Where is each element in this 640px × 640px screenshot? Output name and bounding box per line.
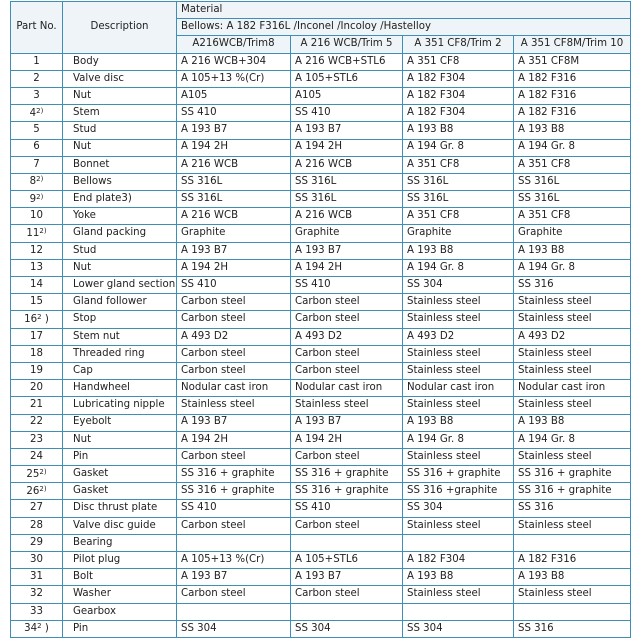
description-cell: End plate3) bbox=[63, 191, 177, 208]
part-number-cell bbox=[11, 87, 63, 104]
material-trim8-cell: Carbon steel bbox=[177, 311, 291, 328]
part-number-cell bbox=[11, 242, 63, 259]
description-cell: Yoke bbox=[63, 208, 177, 225]
table-row bbox=[11, 466, 631, 483]
material-trim10-cell: A 182 F316 bbox=[514, 552, 631, 569]
material-trim8-cell: SS 316 + graphite bbox=[177, 466, 291, 483]
description-cell: Disc thrust plate bbox=[63, 500, 177, 517]
material-trim2-cell: A 351 CF8 bbox=[403, 208, 514, 225]
table-row bbox=[11, 328, 631, 345]
material-trim5-cell: Graphite bbox=[291, 225, 403, 242]
material-trim5-cell: Carbon steel bbox=[291, 345, 403, 362]
material-trim8-cell: SS 304 bbox=[177, 620, 291, 637]
material-trim2-cell: Graphite bbox=[403, 225, 514, 242]
part-number: 28 bbox=[30, 519, 43, 531]
description-cell: Gearbox bbox=[63, 603, 177, 620]
part-number: 5 bbox=[33, 124, 40, 136]
part-number: 16 bbox=[24, 313, 38, 325]
material-trim10-cell: Stainless steel bbox=[514, 586, 631, 603]
part-number-cell bbox=[11, 466, 63, 483]
material-trim5-cell: Carbon steel bbox=[291, 586, 403, 603]
material-trim5-cell: SS 316L bbox=[291, 191, 403, 208]
part-number-cell bbox=[11, 328, 63, 345]
material-trim10-cell: Stainless steel bbox=[514, 517, 631, 534]
material-trim8-cell: SS 410 bbox=[177, 500, 291, 517]
material-trim2-cell: A 182 F304 bbox=[403, 552, 514, 569]
header-grade-trim8: A216WCB/Trim8 bbox=[177, 36, 291, 53]
material-trim5-cell: SS 316 + graphite bbox=[291, 466, 403, 483]
material-trim5-cell bbox=[291, 603, 403, 620]
material-trim10-cell: SS 316 bbox=[514, 620, 631, 637]
table-row bbox=[11, 552, 631, 569]
material-trim8-cell: Carbon steel bbox=[177, 294, 291, 311]
material-trim10-cell: A 194 Gr. 8 bbox=[514, 431, 631, 448]
material-trim8-cell: A105 bbox=[177, 87, 291, 104]
material-trim8-cell: A 216 WCB bbox=[177, 156, 291, 173]
material-trim10-cell: Stainless steel bbox=[514, 362, 631, 379]
material-trim5-cell: A105 bbox=[291, 87, 403, 104]
part-number: 33 bbox=[30, 605, 43, 617]
description-cell: Pin bbox=[63, 448, 177, 465]
table-row bbox=[11, 53, 631, 70]
table-row bbox=[11, 380, 631, 397]
material-trim10-cell: Stainless steel bbox=[514, 448, 631, 465]
material-trim8-cell: A 105+13 %(Cr) bbox=[177, 70, 291, 87]
table-row bbox=[11, 259, 631, 276]
material-trim8-cell: SS 410 bbox=[177, 277, 291, 294]
material-trim10-cell: Graphite bbox=[514, 225, 631, 242]
part-number: 23 bbox=[30, 433, 43, 445]
part-number-cell bbox=[11, 277, 63, 294]
table-row bbox=[11, 225, 631, 242]
footnote-marker: 2) bbox=[36, 192, 44, 201]
material-trim5-cell: A 194 2H bbox=[291, 139, 403, 156]
material-trim10-cell: A 351 CF8 bbox=[514, 208, 631, 225]
material-trim8-cell: A 193 B7 bbox=[177, 122, 291, 139]
material-trim2-cell: A 182 F304 bbox=[403, 87, 514, 104]
description-cell: Bolt bbox=[63, 569, 177, 586]
table-row bbox=[11, 414, 631, 431]
part-number: 10 bbox=[30, 210, 43, 222]
footnote-marker: 2) bbox=[39, 467, 47, 476]
part-number-cell bbox=[11, 225, 63, 242]
footnote-marker: 2 bbox=[37, 312, 42, 321]
material-trim10-cell: Stainless steel bbox=[514, 311, 631, 328]
footnote-paren: ) bbox=[41, 623, 49, 635]
part-number-cell bbox=[11, 431, 63, 448]
material-trim2-cell: A 193 B8 bbox=[403, 122, 514, 139]
material-trim5-cell: Carbon steel bbox=[291, 448, 403, 465]
material-trim2-cell: Stainless steel bbox=[403, 294, 514, 311]
material-trim8-cell: SS 316L bbox=[177, 173, 291, 190]
description-cell: Gland packing bbox=[63, 225, 177, 242]
part-number: 19 bbox=[30, 364, 43, 376]
header-part-no: Part No. bbox=[11, 2, 63, 54]
part-number-cell bbox=[11, 534, 63, 551]
material-trim8-cell: A 193 B7 bbox=[177, 569, 291, 586]
header-grade-trim2: A 351 CF8/Trim 2 bbox=[403, 36, 514, 53]
description-cell: Stem bbox=[63, 105, 177, 122]
material-trim10-cell: A 182 F316 bbox=[514, 87, 631, 104]
material-trim2-cell: A 194 Gr. 8 bbox=[403, 139, 514, 156]
table-row bbox=[11, 173, 631, 190]
material-trim2-cell: A 193 B8 bbox=[403, 569, 514, 586]
part-number: 32 bbox=[30, 588, 43, 600]
material-trim10-cell: A 182 F316 bbox=[514, 70, 631, 87]
part-number: 8 bbox=[29, 176, 37, 188]
material-trim10-cell: SS 316 bbox=[514, 500, 631, 517]
description-cell: Body bbox=[63, 53, 177, 70]
table-row bbox=[11, 208, 631, 225]
material-trim8-cell: Stainless steel bbox=[177, 397, 291, 414]
material-trim5-cell: Carbon steel bbox=[291, 362, 403, 379]
material-trim8-cell: A 493 D2 bbox=[177, 328, 291, 345]
material-trim8-cell: A 105+13 %(Cr) bbox=[177, 552, 291, 569]
material-trim10-cell: A 193 B8 bbox=[514, 242, 631, 259]
material-trim2-cell: Stainless steel bbox=[403, 362, 514, 379]
footnote-marker: 2) bbox=[36, 106, 44, 115]
footnote-marker: 2) bbox=[39, 484, 47, 493]
header-bellows: Bellows: A 182 F316L /Inconel /Incoloy /Hastelloy bbox=[177, 19, 631, 36]
material-trim2-cell: A 351 CF8 bbox=[403, 53, 514, 70]
part-number-cell bbox=[11, 105, 63, 122]
table-row bbox=[11, 620, 631, 637]
material-trim10-cell: A 182 F316 bbox=[514, 105, 631, 122]
header-row-material bbox=[11, 2, 631, 19]
material-trim8-cell: A 194 2H bbox=[177, 431, 291, 448]
material-trim5-cell: SS 410 bbox=[291, 277, 403, 294]
table-row bbox=[11, 586, 631, 603]
description-cell: Bellows bbox=[63, 173, 177, 190]
table-row bbox=[11, 311, 631, 328]
material-trim8-cell bbox=[177, 534, 291, 551]
description-cell: Stem nut bbox=[63, 328, 177, 345]
material-trim10-cell: Nodular cast iron bbox=[514, 380, 631, 397]
material-trim10-cell: SS 316 + graphite bbox=[514, 466, 631, 483]
table-row bbox=[11, 191, 631, 208]
material-trim2-cell: Stainless steel bbox=[403, 345, 514, 362]
description-cell: Pilot plug bbox=[63, 552, 177, 569]
material-trim2-cell: Stainless steel bbox=[403, 586, 514, 603]
table-row bbox=[11, 603, 631, 620]
material-trim5-cell: A 216 WCB bbox=[291, 156, 403, 173]
description-cell: Washer bbox=[63, 586, 177, 603]
material-trim2-cell bbox=[403, 603, 514, 620]
description-cell: Stud bbox=[63, 122, 177, 139]
material-trim2-cell: A 182 F304 bbox=[403, 105, 514, 122]
description-cell: Eyebolt bbox=[63, 414, 177, 431]
material-trim10-cell: A 194 Gr. 8 bbox=[514, 259, 631, 276]
footnote-marker: 2 bbox=[37, 622, 42, 631]
part-number: 26 bbox=[26, 485, 40, 497]
header-grade-trim10: A 351 CF8M/Trim 10 bbox=[514, 36, 631, 53]
material-trim8-cell: A 216 WCB+304 bbox=[177, 53, 291, 70]
part-number-cell bbox=[11, 620, 63, 637]
footnote-marker: 2) bbox=[36, 175, 44, 184]
part-number-cell bbox=[11, 294, 63, 311]
part-number: 21 bbox=[30, 399, 43, 411]
part-number-cell bbox=[11, 139, 63, 156]
table-row bbox=[11, 534, 631, 551]
part-number-cell bbox=[11, 517, 63, 534]
material-trim8-cell: Carbon steel bbox=[177, 586, 291, 603]
part-number: 17 bbox=[30, 330, 43, 342]
part-number-cell bbox=[11, 362, 63, 379]
material-trim2-cell: SS 316 + graphite bbox=[403, 466, 514, 483]
footnote-paren: ) bbox=[41, 313, 49, 325]
material-trim2-cell: SS 316 +graphite bbox=[403, 483, 514, 500]
part-number-cell bbox=[11, 586, 63, 603]
part-number-cell bbox=[11, 500, 63, 517]
material-trim5-cell: Nodular cast iron bbox=[291, 380, 403, 397]
description-cell: Lower gland section bbox=[63, 277, 177, 294]
material-trim10-cell: Stainless steel bbox=[514, 345, 631, 362]
part-number-cell bbox=[11, 259, 63, 276]
material-trim10-cell: Stainless steel bbox=[514, 294, 631, 311]
description-cell: Stud bbox=[63, 242, 177, 259]
material-trim8-cell: SS 316 + graphite bbox=[177, 483, 291, 500]
description-cell: Nut bbox=[63, 431, 177, 448]
part-number-cell bbox=[11, 397, 63, 414]
material-trim10-cell: A 193 B8 bbox=[514, 414, 631, 431]
material-trim8-cell: Graphite bbox=[177, 225, 291, 242]
part-number: 22 bbox=[30, 416, 43, 428]
part-number-cell bbox=[11, 122, 63, 139]
part-number-cell bbox=[11, 448, 63, 465]
table-row bbox=[11, 139, 631, 156]
description-cell: Cap bbox=[63, 362, 177, 379]
material-trim10-cell: SS 316L bbox=[514, 191, 631, 208]
material-trim2-cell: A 193 B8 bbox=[403, 414, 514, 431]
table-row bbox=[11, 569, 631, 586]
part-number-cell bbox=[11, 483, 63, 500]
part-number: 11 bbox=[26, 227, 40, 239]
header-description: Description bbox=[63, 2, 177, 54]
table-row bbox=[11, 448, 631, 465]
part-number-cell bbox=[11, 173, 63, 190]
table-row bbox=[11, 156, 631, 173]
part-number-cell bbox=[11, 191, 63, 208]
table-row bbox=[11, 431, 631, 448]
table-row bbox=[11, 345, 631, 362]
material-trim2-cell: Stainless steel bbox=[403, 448, 514, 465]
material-trim5-cell: A 216 WCB bbox=[291, 208, 403, 225]
description-cell: Bonnet bbox=[63, 156, 177, 173]
material-trim5-cell: A 493 D2 bbox=[291, 328, 403, 345]
material-trim8-cell: Carbon steel bbox=[177, 517, 291, 534]
table-row bbox=[11, 87, 631, 104]
material-trim5-cell: A 193 B7 bbox=[291, 242, 403, 259]
table-row bbox=[11, 242, 631, 259]
material-trim8-cell: A 194 2H bbox=[177, 259, 291, 276]
description-cell: Bearing bbox=[63, 534, 177, 551]
material-trim10-cell: A 193 B8 bbox=[514, 122, 631, 139]
description-cell: Nut bbox=[63, 139, 177, 156]
table-row bbox=[11, 294, 631, 311]
material-trim2-cell: Nodular cast iron bbox=[403, 380, 514, 397]
material-trim2-cell: A 182 F304 bbox=[403, 70, 514, 87]
part-number-cell bbox=[11, 208, 63, 225]
material-trim5-cell: A 194 2H bbox=[291, 431, 403, 448]
material-trim5-cell: SS 410 bbox=[291, 105, 403, 122]
footnote-marker: 2) bbox=[39, 226, 47, 235]
material-trim10-cell: A 194 Gr. 8 bbox=[514, 139, 631, 156]
material-trim5-cell: A 105+STL6 bbox=[291, 552, 403, 569]
material-trim2-cell: A 193 B8 bbox=[403, 242, 514, 259]
material-trim5-cell: Carbon steel bbox=[291, 294, 403, 311]
description-cell: Threaded ring bbox=[63, 345, 177, 362]
material-trim8-cell: A 193 B7 bbox=[177, 414, 291, 431]
part-number: 20 bbox=[30, 382, 43, 394]
material-trim5-cell: A 193 B7 bbox=[291, 122, 403, 139]
material-trim2-cell: Stainless steel bbox=[403, 311, 514, 328]
material-trim5-cell: A 193 B7 bbox=[291, 569, 403, 586]
part-number: 9 bbox=[29, 193, 37, 205]
part-number-cell bbox=[11, 414, 63, 431]
table-row bbox=[11, 277, 631, 294]
material-trim10-cell: A 493 D2 bbox=[514, 328, 631, 345]
material-trim5-cell: SS 410 bbox=[291, 500, 403, 517]
part-number: 4 bbox=[29, 107, 37, 119]
material-trim2-cell: Stainless steel bbox=[403, 397, 514, 414]
description-cell: Valve disc bbox=[63, 70, 177, 87]
material-trim5-cell: A 193 B7 bbox=[291, 414, 403, 431]
material-trim10-cell: SS 316 + graphite bbox=[514, 483, 631, 500]
material-trim8-cell: A 193 B7 bbox=[177, 242, 291, 259]
description-cell: Nut bbox=[63, 259, 177, 276]
description-cell: Nut bbox=[63, 87, 177, 104]
description-cell: Stop bbox=[63, 311, 177, 328]
material-trim5-cell: SS 316L bbox=[291, 173, 403, 190]
part-number: 27 bbox=[30, 502, 43, 514]
part-number: 24 bbox=[30, 450, 43, 462]
material-trim2-cell: SS 304 bbox=[403, 620, 514, 637]
part-number: 25 bbox=[26, 468, 40, 480]
material-trim2-cell bbox=[403, 534, 514, 551]
part-number: 34 bbox=[24, 623, 38, 635]
material-trim2-cell: Stainless steel bbox=[403, 517, 514, 534]
description-cell: Valve disc guide bbox=[63, 517, 177, 534]
table-row bbox=[11, 517, 631, 534]
material-trim5-cell: A 216 WCB+STL6 bbox=[291, 53, 403, 70]
materials-table bbox=[10, 1, 631, 638]
table-row bbox=[11, 500, 631, 517]
part-number: 14 bbox=[30, 278, 43, 290]
material-trim5-cell: A 105+STL6 bbox=[291, 70, 403, 87]
material-trim10-cell bbox=[514, 534, 631, 551]
material-trim8-cell: Nodular cast iron bbox=[177, 380, 291, 397]
material-trim5-cell: SS 304 bbox=[291, 620, 403, 637]
table-body bbox=[11, 53, 631, 637]
description-cell: Handwheel bbox=[63, 380, 177, 397]
part-number: 3 bbox=[33, 89, 40, 101]
part-number: 29 bbox=[30, 536, 43, 548]
part-number-cell bbox=[11, 156, 63, 173]
description-cell: Lubricating nipple bbox=[63, 397, 177, 414]
table-row bbox=[11, 483, 631, 500]
part-number-cell bbox=[11, 603, 63, 620]
material-trim2-cell: SS 304 bbox=[403, 277, 514, 294]
part-number: 12 bbox=[30, 244, 43, 256]
part-number-cell bbox=[11, 70, 63, 87]
material-trim8-cell: SS 316L bbox=[177, 191, 291, 208]
part-number: 7 bbox=[33, 158, 40, 170]
material-trim8-cell: Carbon steel bbox=[177, 345, 291, 362]
part-number-cell bbox=[11, 552, 63, 569]
part-number-cell bbox=[11, 345, 63, 362]
part-number: 2 bbox=[33, 72, 40, 84]
part-number: 6 bbox=[33, 141, 40, 153]
part-number: 18 bbox=[30, 347, 43, 359]
material-trim2-cell: A 194 Gr. 8 bbox=[403, 431, 514, 448]
material-trim8-cell: Carbon steel bbox=[177, 362, 291, 379]
material-trim2-cell: A 194 Gr. 8 bbox=[403, 259, 514, 276]
material-trim5-cell: A 194 2H bbox=[291, 259, 403, 276]
material-trim10-cell: SS 316 bbox=[514, 277, 631, 294]
table-row bbox=[11, 70, 631, 87]
material-trim5-cell bbox=[291, 534, 403, 551]
description-cell: Pin bbox=[63, 620, 177, 637]
material-trim8-cell: Carbon steel bbox=[177, 448, 291, 465]
material-trim10-cell: A 351 CF8 bbox=[514, 156, 631, 173]
table-row bbox=[11, 105, 631, 122]
material-trim10-cell bbox=[514, 603, 631, 620]
material-trim10-cell: A 193 B8 bbox=[514, 569, 631, 586]
table-row bbox=[11, 397, 631, 414]
part-number: 15 bbox=[30, 296, 43, 308]
material-trim2-cell: A 493 D2 bbox=[403, 328, 514, 345]
material-trim2-cell: A 351 CF8 bbox=[403, 156, 514, 173]
description-cell: Gasket bbox=[63, 466, 177, 483]
material-trim8-cell: SS 410 bbox=[177, 105, 291, 122]
part-number: 13 bbox=[30, 261, 43, 273]
part-number: 1 bbox=[33, 55, 40, 67]
part-number: 31 bbox=[30, 571, 43, 583]
table-row bbox=[11, 122, 631, 139]
material-trim2-cell: SS 304 bbox=[403, 500, 514, 517]
part-number-cell bbox=[11, 380, 63, 397]
material-trim5-cell: Carbon steel bbox=[291, 311, 403, 328]
part-number-cell bbox=[11, 311, 63, 328]
material-trim2-cell: SS 316L bbox=[403, 191, 514, 208]
part-number-cell bbox=[11, 569, 63, 586]
material-trim8-cell: A 216 WCB bbox=[177, 208, 291, 225]
material-trim5-cell: Stainless steel bbox=[291, 397, 403, 414]
description-cell: Gland follower bbox=[63, 294, 177, 311]
material-trim10-cell: SS 316L bbox=[514, 173, 631, 190]
material-trim10-cell: Stainless steel bbox=[514, 397, 631, 414]
material-trim8-cell: A 194 2H bbox=[177, 139, 291, 156]
material-trim8-cell bbox=[177, 603, 291, 620]
material-trim10-cell: A 351 CF8M bbox=[514, 53, 631, 70]
header-grade-trim5: A 216 WCB/Trim 5 bbox=[291, 36, 403, 53]
part-number: 30 bbox=[30, 553, 43, 565]
material-trim2-cell: SS 316L bbox=[403, 173, 514, 190]
material-trim5-cell: Carbon steel bbox=[291, 517, 403, 534]
materials-table-sheet bbox=[10, 1, 630, 638]
part-number-cell bbox=[11, 53, 63, 70]
material-trim5-cell: SS 316 + graphite bbox=[291, 483, 403, 500]
header-material: Material bbox=[177, 2, 631, 19]
table-row bbox=[11, 362, 631, 379]
description-cell: Gasket bbox=[63, 483, 177, 500]
